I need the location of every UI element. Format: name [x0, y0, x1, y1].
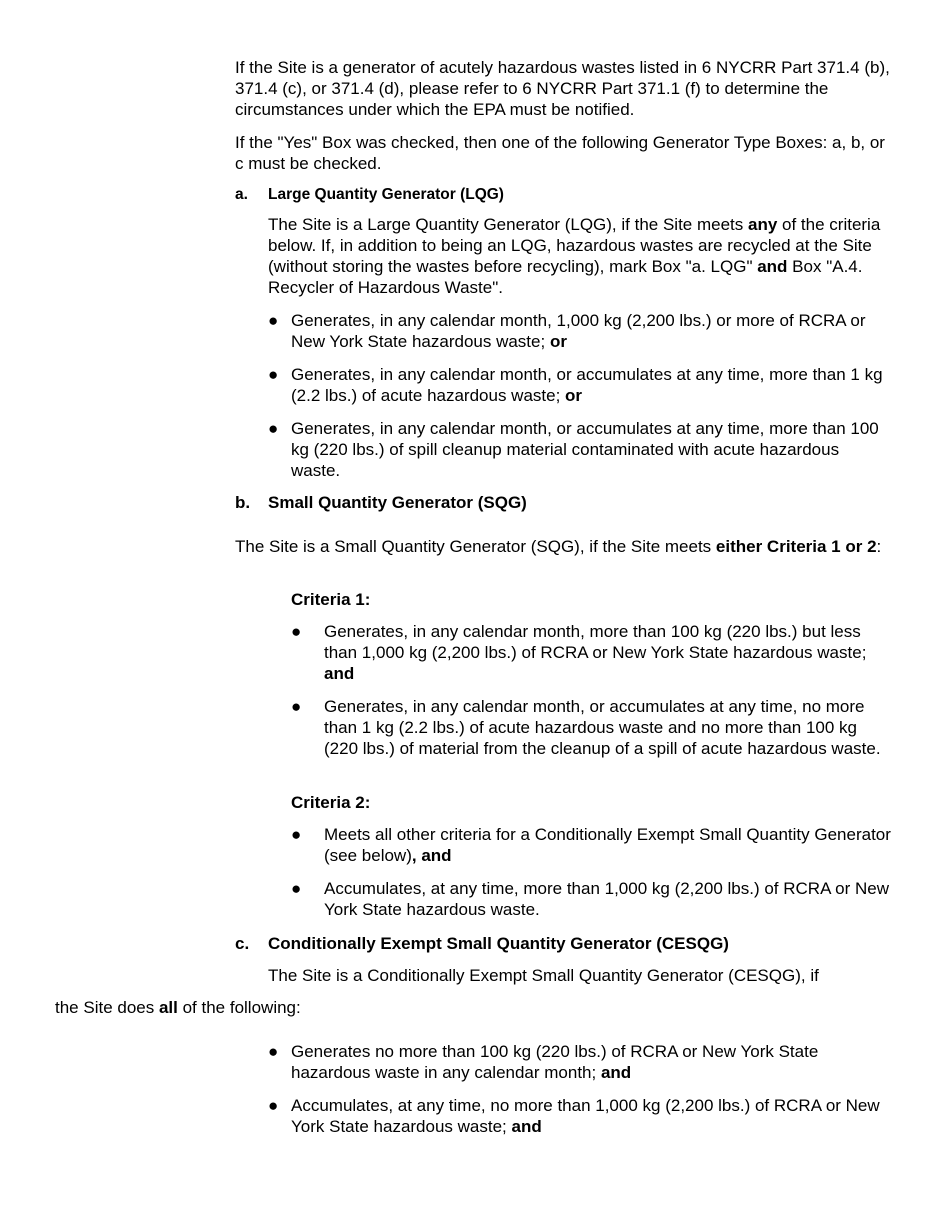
- lqg-description: The Site is a Large Quantity Generator (LQG), if the Site meets any of the criteria below. If, in addition to being an LQG, hazardous wastes are recycled at the Site (without storing the wastes before recycling), mark Box "a. LQG" and Box "A.4. Recycler of Hazardous Waste".: [268, 215, 881, 297]
- intro-paragraph-1: If the Site is a generator of acutely hazardous wastes listed in 6 NYCRR Part 371.4 (b), 371.4 (c), or 371.4 (d), please refer to 6 NYCRR Part 371.1 (f) to determine the circumstances under which the EPA must be notified.: [235, 58, 890, 119]
- bullet-icon: ●: [268, 419, 279, 438]
- list-item: ● Meets all other criteria for a Conditionally Exempt Small Quantity Generator (see below), and: [291, 825, 891, 865]
- bullet-icon: ●: [291, 825, 302, 844]
- list-item: ● Accumulates, at any time, no more than 1,000 kg (2,200 lbs.) of RCRA or New York State hazardous waste; and: [268, 1096, 880, 1136]
- list-item: ● Generates, in any calendar month, or accumulates at any time, no more than 1 kg (2.2 lbs.) of acute hazardous waste and no more than 100 kg (220 lbs.) of material from the cleanup of a spill of acute hazardous waste.: [291, 697, 881, 758]
- lqg-heading-title: Large Quantity Generator (LQG): [268, 186, 504, 203]
- list-item: ● Accumulates, at any time, more than 1,000 kg (2,200 lbs.) of RCRA or New York State hazardous waste.: [291, 879, 890, 919]
- criteria-2-label: Criteria 2:: [291, 793, 371, 812]
- bullet-icon: ●: [268, 311, 279, 330]
- bullet-icon: ●: [268, 365, 279, 384]
- criteria-1-label: Criteria 1:: [291, 590, 371, 609]
- cesqg-description-line-2: the Site does all of the following:: [55, 998, 301, 1017]
- bullet-icon: ●: [268, 1042, 279, 1061]
- lqg-heading: [235, 184, 890, 205]
- intro-paragraph-2: If the "Yes" Box was checked, then one of the following Generator Type Boxes: a, b, or c must be checked.: [235, 133, 885, 173]
- cesqg-heading-letter: c.: [235, 934, 250, 953]
- cesqg-description-line-1: The Site is a Conditionally Exempt Small Quantity Generator (CESQG), if: [268, 966, 819, 985]
- sqg-heading: [235, 492, 890, 513]
- list-item: ● Generates, in any calendar month, or accumulates at any time, more than 1 kg (2.2 lbs.) of acute hazardous waste; or: [268, 365, 883, 405]
- cesqg-heading-title: Conditionally Exempt Small Quantity Generator (CESQG): [268, 934, 729, 953]
- bullet-icon: ●: [291, 879, 302, 898]
- bullet-icon: ●: [268, 1096, 279, 1115]
- cesqg-heading: [235, 933, 890, 954]
- list-item: ● Generates, in any calendar month, or accumulates at any time, more than 100 kg (220 lbs.) of spill cleanup material contaminated with acute hazardous waste.: [268, 419, 879, 480]
- sqg-description: The Site is a Small Quantity Generator (SQG), if the Site meets either Criteria 1 or 2:: [235, 537, 882, 556]
- list-item: ● Generates, in any calendar month, 1,000 kg (2,200 lbs.) or more of RCRA or New York State hazardous waste; or: [268, 311, 866, 351]
- lqg-heading-letter: a.: [235, 186, 248, 203]
- bullet-icon: ●: [291, 622, 302, 641]
- list-item: ● Generates no more than 100 kg (220 lbs.) of RCRA or New York State hazardous waste in any calendar month; and: [268, 1042, 819, 1082]
- sqg-heading-title: Small Quantity Generator (SQG): [268, 493, 527, 512]
- sqg-heading-letter: b.: [235, 493, 251, 512]
- bullet-icon: ●: [291, 697, 302, 716]
- list-item: ● Generates, in any calendar month, more than 100 kg (220 lbs.) but less than 1,000 kg (2,200 lbs.) of RCRA or New York State hazardous waste; and: [291, 622, 867, 683]
